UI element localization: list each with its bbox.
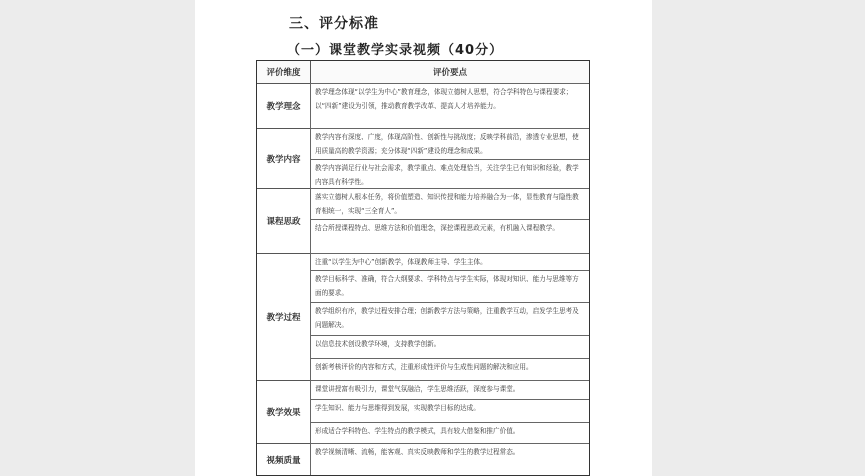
point-cell: 教学目标科学、准确，符合大纲要求、学科特点与学生实际，体现对知识、能力与思维等方面的要求。 xyxy=(310,270,590,303)
dimension-cell: 教学效果 xyxy=(256,380,311,444)
point-cell: 教学视频清晰、流畅，能客观、真实反映教师和学生的教学过程常态。 xyxy=(310,443,590,476)
point-cell: 落实立德树人根本任务，将价值塑造、知识传授和能力培养融合为一体，显性教育与隐性教育相统一，实现“三全育人”。 xyxy=(310,188,590,220)
point-cell: 教学内容有深度、广度，体现高阶性、创新性与挑战度；反映学科前沿，渗透专业思想，使用质量高的教学资源；充分体现“四新”建设的理念和成果。 xyxy=(310,128,590,160)
dimension-cell: 教学内容 xyxy=(256,128,311,189)
dimension-cell: 视频质量 xyxy=(256,443,311,476)
header-dimension: 评价维度 xyxy=(256,60,311,84)
subsection-title: （一）课堂教学实录视频（40分） xyxy=(287,43,504,58)
point-cell: 注重“以学生为中心”创新教学，体现教师主导、学生主体。 xyxy=(310,253,590,271)
point-cell: 教学组织有序，教学过程安排合理；创新教学方法与策略，注重教学互动，启发学生思考及问题解决。 xyxy=(310,302,590,336)
point-cell: 课堂讲授富有吸引力，课堂气氛融洽，学生思维活跃，深度参与课堂。 xyxy=(310,380,590,400)
point-cell: 教学内容满足行业与社会需求，教学重点、难点处理恰当，关注学生已有知识和经验，教学内容具有科学性。 xyxy=(310,159,590,189)
dimension-cell: 教学理念 xyxy=(256,83,311,129)
point-cell: 以信息技术创设教学环境，支持教学创新。 xyxy=(310,335,590,359)
header-points: 评价要点 xyxy=(310,60,590,84)
point-cell: 学生知识、能力与思维得到发展，实现教学目标的达成。 xyxy=(310,399,590,423)
dimension-cell: 教学过程 xyxy=(256,253,311,381)
point-cell: 结合所授课程特点、思维方法和价值理念，深挖课程思政元素，有机融入课程教学。 xyxy=(310,219,590,254)
dimension-cell: 课程思政 xyxy=(256,188,311,254)
point-cell: 形成适合学科特色、学生特点的教学模式，具有较大借鉴和推广价值。 xyxy=(310,422,590,444)
section-title: 三、评分标准 xyxy=(289,16,379,32)
point-cell: 创新考核评价的内容和方式，注重形成性评价与生成性问题的解决和应用。 xyxy=(310,358,590,381)
point-cell: 教学理念体现“以学生为中心”教育理念，体现立德树人思想，符合学科特色与课程要求；以“四新”建设为引领，推动教育教学改革、提高人才培养能力。 xyxy=(310,83,590,129)
